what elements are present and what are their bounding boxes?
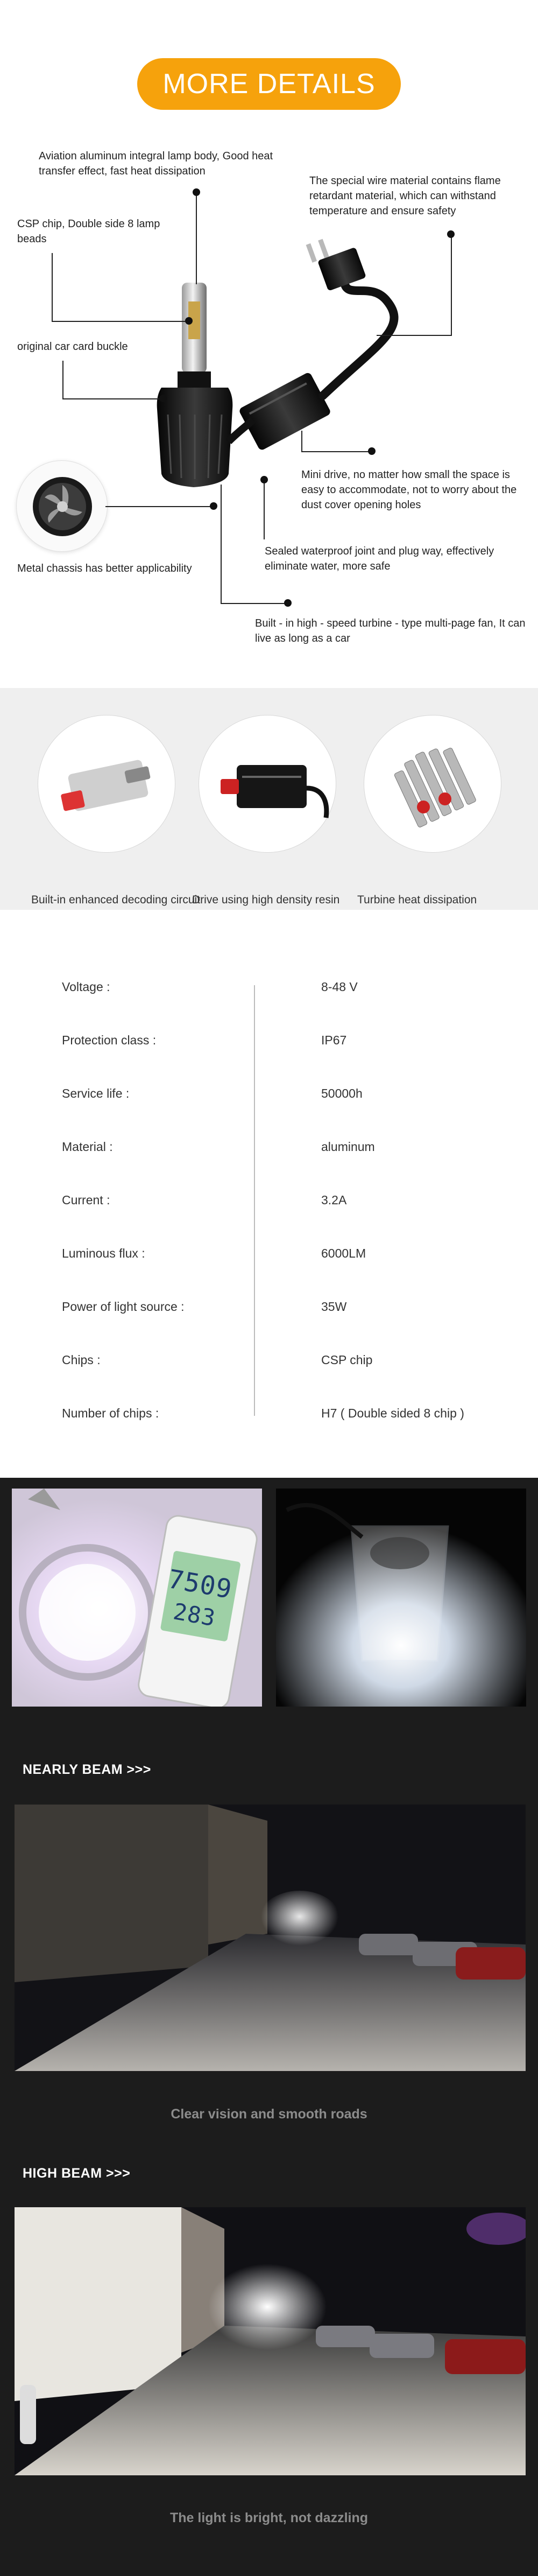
leader-line [52,253,53,321]
leader-line [62,361,63,398]
callout-wire-material: The special wire material contains flame retardant material, which can withstand temperature and ensure safety [309,175,501,217]
callout-sealed-joint: Sealed waterproof joint and plug way, effectively eliminate water, more safe [265,545,494,572]
leader-line [451,235,452,335]
leader-line [52,321,188,322]
callout-turbine-fan: Built - in high - speed turbine - type multi-page fan, It can live as long as a car [255,617,526,644]
feature-label: Drive using high density resin [192,894,340,906]
leader-line [377,335,452,336]
spec-label: Protection class : [62,1033,157,1047]
spec-value: 6000LM [321,1246,366,1260]
driver-box-image [199,715,336,853]
spec-label: Current : [62,1193,110,1207]
plug [306,239,366,291]
light-meter-photo [12,1489,262,1707]
photo-showcase-section [0,1478,538,2576]
leader-line [301,431,302,452]
spec-label: Number of chips : [62,1406,159,1420]
leader-dot [260,476,268,483]
spec-value: 35W [321,1300,347,1314]
spec-label: Voltage : [62,980,110,994]
callout-mini-drive: Mini drive, no matter how small the space is easy to accommodate, not to worry about the dust cover opening holes [301,469,517,511]
spec-row-current [0,1193,538,1215]
meter-reading-top: 7509 [166,1564,235,1605]
spec-row-luminous-flux [0,1246,538,1268]
high-beam-heading: HIGH BEAM >>> [23,2166,131,2181]
spec-row-chips [0,1353,538,1374]
spec-value: CSP chip [321,1353,373,1367]
leader-dot [284,599,292,607]
leader-line [264,480,265,539]
leader-dot [193,188,200,196]
cable [323,280,394,396]
spec-row-material [0,1140,538,1161]
high-beam-caption: The light is bright, not dazzling [169,2510,369,2525]
details-section [0,0,538,688]
heat-sink-image [364,715,501,853]
feature-label: Built-in enhanced decoding circuit [31,894,201,906]
leader-line [62,398,162,399]
spec-row-power [0,1300,538,1321]
leader-dot [447,230,455,238]
callout-csp-chip: CSP chip, Double side 8 lamp beads [17,218,160,245]
spec-row-protection-class [0,1033,538,1055]
spec-row-voltage [0,980,538,1001]
chassis-thumbnail [16,460,108,552]
spec-label: Luminous flux : [62,1246,145,1260]
callout-car-buckle: original car card buckle [17,341,128,353]
spec-label: Chips : [62,1353,101,1367]
callout-metal-chassis: Metal chassis has better applicability [17,563,192,574]
spec-label: Material : [62,1140,113,1154]
spec-label: Service life : [62,1086,130,1100]
spec-value: H7 ( Double sided 8 chip ) [321,1406,464,1420]
feature-label: Turbine heat dissipation [357,894,477,906]
meter-reading-bottom: 283 [171,1598,218,1632]
leader-line [301,451,371,452]
spec-value: IP67 [321,1033,347,1047]
spec-row-service-life [0,1086,538,1108]
near-beam-heading: NEARLY BEAM >>> [23,1762,151,1777]
spec-value: 3.2A [321,1193,347,1207]
leader-dot [210,502,217,510]
features-section [0,688,538,910]
spec-value: 50000h [321,1086,363,1100]
leader-dot [159,395,167,402]
callout-aviation-aluminum: Aviation aluminum integral lamp body, Good heat transfer effect, fast heat dissipation [39,150,273,177]
leader-line [221,603,287,604]
spec-row-number-of-chips [0,1406,538,1428]
near-beam-caption: Clear vision and smooth roads [171,2107,367,2122]
fan-icon [17,461,108,552]
high-beam-photo [15,2207,526,2475]
driver-box [238,371,332,451]
leader-dot [185,317,193,325]
leader-line [221,485,222,604]
spec-label: Power of light source : [62,1300,185,1314]
specifications-table [0,910,538,1478]
decoding-module-image [38,715,175,853]
glass-light-photo [276,1489,526,1707]
leader-dot [368,447,376,455]
spec-value: aluminum [321,1140,375,1154]
leader-line [105,506,213,507]
spec-value: 8-48 V [321,980,358,994]
near-beam-photo [15,1805,526,2071]
leader-line [196,193,197,284]
more-details-heading: MORE DETAILS [137,58,401,110]
